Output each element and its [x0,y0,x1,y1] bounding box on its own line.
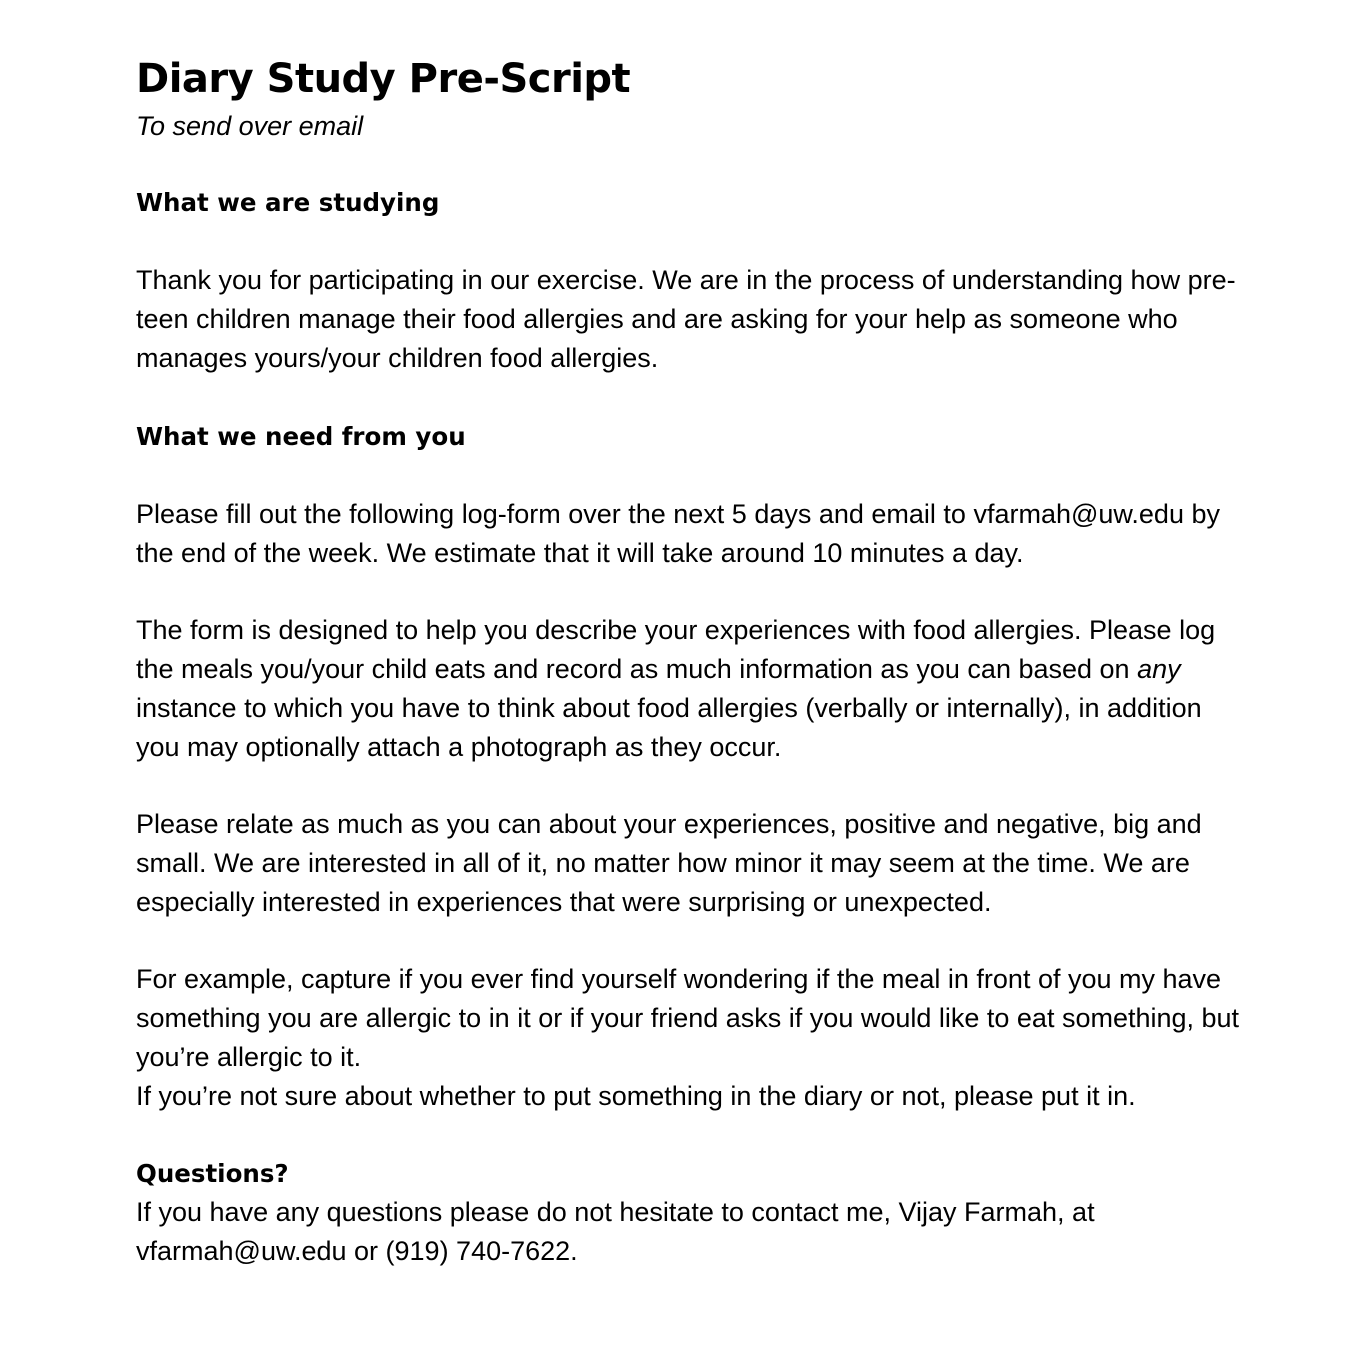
heading-what-we-need: What we need from you [136,422,466,451]
form-design-text-end: instance to which you have to think about food allergies (verbally or internally), in addition you may optionally attach a photograph as they occur. [136,693,1202,762]
document-subtitle: To send over email [136,111,364,141]
paragraph-intro: Thank you for participating in our exercise. We are in the process of understanding how pre-teen children manage their food allergies and are asking for your help as someone who manages yours/your children food allergies. [136,265,1236,373]
paragraph-not-sure: If you’re not sure about whether to put something in the diary or not, please put it in. [136,1081,1136,1111]
document-page [136,50,1246,1271]
heading-questions: Questions? [136,1159,289,1188]
form-design-text-start: The form is designed to help you describe your experiences with food allergies. Please log the meals you/your child eats and record as much information as you can based on [136,615,1216,684]
paragraph-log-form: Please fill out the following log-form over the next 5 days and email to vfarmah@uw.edu by the end of the week. We estimate that it will take around 10 minutes a day. [136,499,1220,568]
paragraph-example: For example, capture if you ever find yourself wondering if the meal in front of you my have something you are allergic to in it or if your friend asks if you would like to eat something, but you’re allergic to it. [136,964,1240,1072]
heading-what-we-are-studying: What we are studying [136,188,440,217]
document-title: Diary Study Pre-Script [136,56,631,102]
form-design-emphasis: any [1137,654,1181,684]
paragraph-contact: If you have any questions please do not hesitate to contact me, Vijay Farmah, at vfarmah@uw.edu or (919) 740-7622. [136,1197,1095,1266]
paragraph-relate-experiences: Please relate as much as you can about your experiences, positive and negative, big and small. We are interested in all of it, no matter how minor it may seem at the time. We are especially interested in experiences that were surprising or unexpected. [136,809,1202,917]
paragraph-form-design [136,611,1246,767]
